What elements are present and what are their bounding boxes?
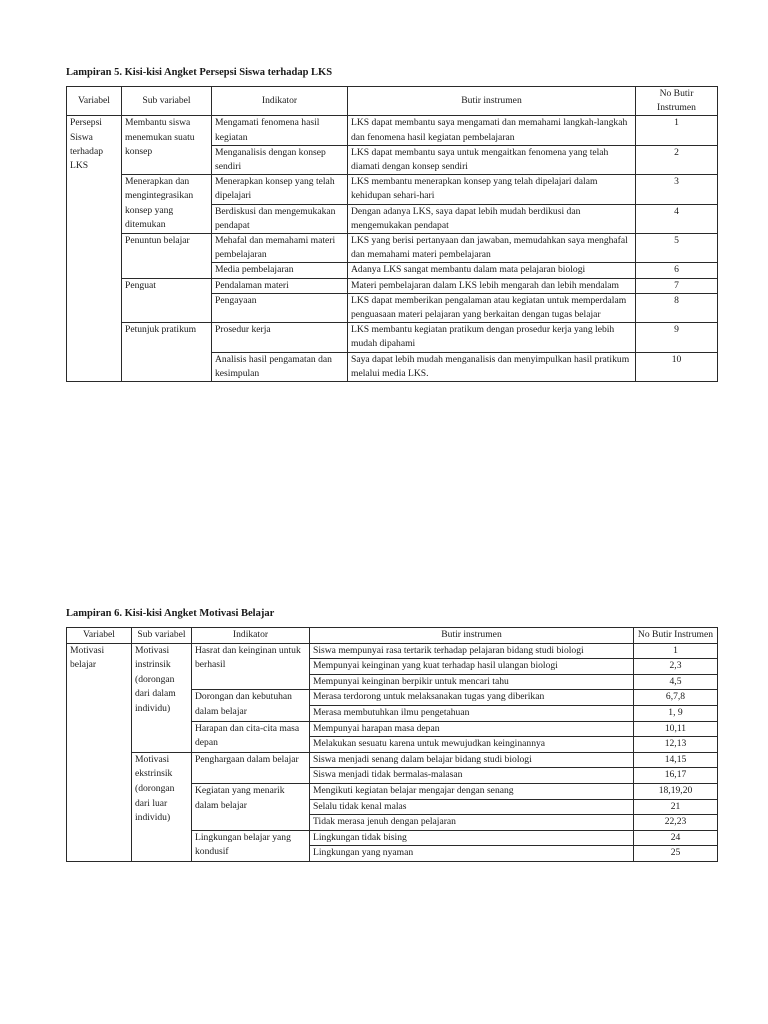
table-row <box>67 116 718 145</box>
no-butir-cell: 14,15 <box>634 752 718 768</box>
no-butir-cell: 1 <box>634 643 718 659</box>
sub-variabel-cell: Petunjuk pratikum <box>122 323 212 382</box>
butir-cell: LKS membantu menerapkan konsep yang telah dipelajari dalam kehidupan sehari-hari <box>348 175 636 204</box>
indikator-cell: Harapan dan cita-cita masa depan <box>192 721 310 752</box>
indikator-cell: Pendalaman materi <box>212 278 348 293</box>
header-no-butir: No Butir Instrumen <box>634 628 718 644</box>
butir-cell: LKS yang berisi pertanyaan dan jawaban, memudahkan saya menghafal dan memahami materi pembelajaran <box>348 234 636 263</box>
table-row <box>67 234 718 263</box>
lampiran-6-title: Lampiran 6. Kisi-kisi Angket Motivasi Belajar <box>66 608 275 619</box>
sub-variabel-cell: Motivasi ekstrinsik (dorongan dari luar individu) <box>132 752 192 861</box>
butir-cell: Siswa menjadi tidak bermalas-malasan <box>310 768 634 784</box>
no-butir-cell: 21 <box>634 799 718 815</box>
sub-variabel-cell: Penguat <box>122 278 212 323</box>
indikator-cell: Lingkungan belajar yang kondusif <box>192 830 310 861</box>
butir-cell: LKS dapat membantu saya untuk mengaitkan fenomena yang telah diamati dengan konsep sendiri <box>348 145 636 174</box>
no-butir-cell: 24 <box>634 830 718 846</box>
butir-cell: Melakukan sesuatu karena untuk mewujudkan keinginannya <box>310 737 634 753</box>
butir-cell: LKS membantu kegiatan pratikum dengan prosedur kerja yang lebih mudah dipahami <box>348 323 636 352</box>
indikator-cell: Hasrat dan keinginan untuk berhasil <box>192 643 310 690</box>
table-row <box>67 323 718 352</box>
no-butir-cell: 2 <box>636 145 718 174</box>
no-butir-cell: 1, 9 <box>634 705 718 721</box>
no-butir-cell: 22,23 <box>634 815 718 831</box>
sub-variabel-cell: Penuntun belajar <box>122 234 212 279</box>
no-butir-cell: 25 <box>634 846 718 862</box>
table-header-row <box>67 628 718 644</box>
indikator-cell: Prosedur kerja <box>212 323 348 352</box>
indikator-cell: Berdiskusi dan mengemukakan pendapat <box>212 204 348 233</box>
no-butir-cell: 10 <box>636 352 718 381</box>
header-no-butir: No Butir Instrumen <box>636 87 718 116</box>
table-header-row <box>67 87 718 116</box>
header-variabel: Variabel <box>67 87 122 116</box>
lampiran-5-table <box>66 86 718 382</box>
header-butir-instrumen: Butir instrumen <box>348 87 636 116</box>
no-butir-cell: 12,13 <box>634 737 718 753</box>
no-butir-cell: 9 <box>636 323 718 352</box>
header-butir-instrumen: Butir instrumen <box>310 628 634 644</box>
variabel-cell: Persepsi Siswa terhadap LKS <box>67 116 122 382</box>
lampiran-6-section <box>66 607 717 862</box>
butir-cell: Lingkungan tidak bising <box>310 830 634 846</box>
butir-cell: Mengikuti kegiatan belajar mengajar dengan senang <box>310 783 634 799</box>
butir-cell: Merasa terdorong untuk melaksanakan tugas yang diberikan <box>310 690 634 706</box>
indikator-cell: Mehafal dan memahami materi pembelajaran <box>212 234 348 263</box>
table-row <box>67 752 718 768</box>
no-butir-cell: 2,3 <box>634 659 718 675</box>
no-butir-cell: 5 <box>636 234 718 263</box>
lampiran-6-table <box>66 627 718 862</box>
indikator-cell: Penghargaan dalam belajar <box>192 752 310 783</box>
header-sub-variabel: Sub variabel <box>122 87 212 116</box>
table-row <box>67 175 718 204</box>
table-row <box>67 643 718 659</box>
no-butir-cell: 4,5 <box>634 674 718 690</box>
sub-variabel-cell: Menerapkan dan mengintegrasikan konsep yang ditemukan <box>122 175 212 234</box>
butir-cell: Mempunyai keinginan berpikir untuk mencari tahu <box>310 674 634 690</box>
butir-cell: LKS dapat memberikan pengalaman atau kegiatan untuk memperdalam penguasaan materi pelajaran yang berkaitan dengan tugas belajar <box>348 293 636 322</box>
butir-cell: Lingkungan yang nyaman <box>310 846 634 862</box>
indikator-cell: Menganalisis dengan konsep sendiri <box>212 145 348 174</box>
butir-cell: Siswa menjadi senang dalam belajar bidang studi biologi <box>310 752 634 768</box>
no-butir-cell: 6,7,8 <box>634 690 718 706</box>
butir-cell: Adanya LKS sangat membantu dalam mata pelajaran biologi <box>348 263 636 278</box>
no-butir-cell: 7 <box>636 278 718 293</box>
indikator-cell: Kegiatan yang menarik dalam belajar <box>192 783 310 830</box>
butir-cell: Dengan adanya LKS, saya dapat lebih mudah berdikusi dan mengemukakan pendapat <box>348 204 636 233</box>
no-butir-cell: 8 <box>636 293 718 322</box>
butir-cell: LKS dapat membantu saya mengamati dan memahami langkah-langkah dan fenomena hasil kegiatan pembelajaran <box>348 116 636 145</box>
header-indikator: Indikator <box>192 628 310 644</box>
butir-cell: Tidak merasa jenuh dengan pelajaran <box>310 815 634 831</box>
no-butir-cell: 16,17 <box>634 768 718 784</box>
sub-variabel-cell: Motivasi instrinsik (dorongan dari dalam individu) <box>132 643 192 752</box>
indikator-cell: Analisis hasil pengamatan dan kesimpulan <box>212 352 348 381</box>
indikator-cell: Mengamati fenomena hasil kegiatan <box>212 116 348 145</box>
lampiran-5-section <box>66 66 717 382</box>
no-butir-cell: 10,11 <box>634 721 718 737</box>
header-variabel: Variabel <box>67 628 132 644</box>
butir-cell: Merasa membutuhkan ilmu pengetahuan <box>310 705 634 721</box>
header-indikator: Indikator <box>212 87 348 116</box>
butir-cell: Saya dapat lebih mudah menganalisis dan menyimpulkan hasil pratikum melalui media LKS. <box>348 352 636 381</box>
butir-cell: Siswa mempunyai rasa tertarik terhadap pelajaran bidang studi biologi <box>310 643 634 659</box>
no-butir-cell: 4 <box>636 204 718 233</box>
lampiran-5-title: Lampiran 5. Kisi-kisi Angket Persepsi Siswa terhadap LKS <box>66 67 333 78</box>
butir-cell: Selalu tidak kenal malas <box>310 799 634 815</box>
indikator-cell: Pengayaan <box>212 293 348 322</box>
butir-cell: Mempunyai keinginan yang kuat terhadap hasil ulangan biologi <box>310 659 634 675</box>
header-sub-variabel: Sub variabel <box>132 628 192 644</box>
indikator-cell: Dorongan dan kebutuhan dalam belajar <box>192 690 310 721</box>
butir-cell: Materi pembelajaran dalam LKS lebih mengarah dan lebih mendalam <box>348 278 636 293</box>
no-butir-cell: 1 <box>636 116 718 145</box>
table-row <box>67 278 718 293</box>
indikator-cell: Media pembelajaran <box>212 263 348 278</box>
no-butir-cell: 18,19,20 <box>634 783 718 799</box>
indikator-cell: Menerapkan konsep yang telah dipelajari <box>212 175 348 204</box>
variabel-cell: Motivasi belajar <box>67 643 132 861</box>
no-butir-cell: 6 <box>636 263 718 278</box>
no-butir-cell: 3 <box>636 175 718 204</box>
sub-variabel-cell: Membantu siswa menemukan suatu konsep <box>122 116 212 175</box>
butir-cell: Mempunyai harapan masa depan <box>310 721 634 737</box>
